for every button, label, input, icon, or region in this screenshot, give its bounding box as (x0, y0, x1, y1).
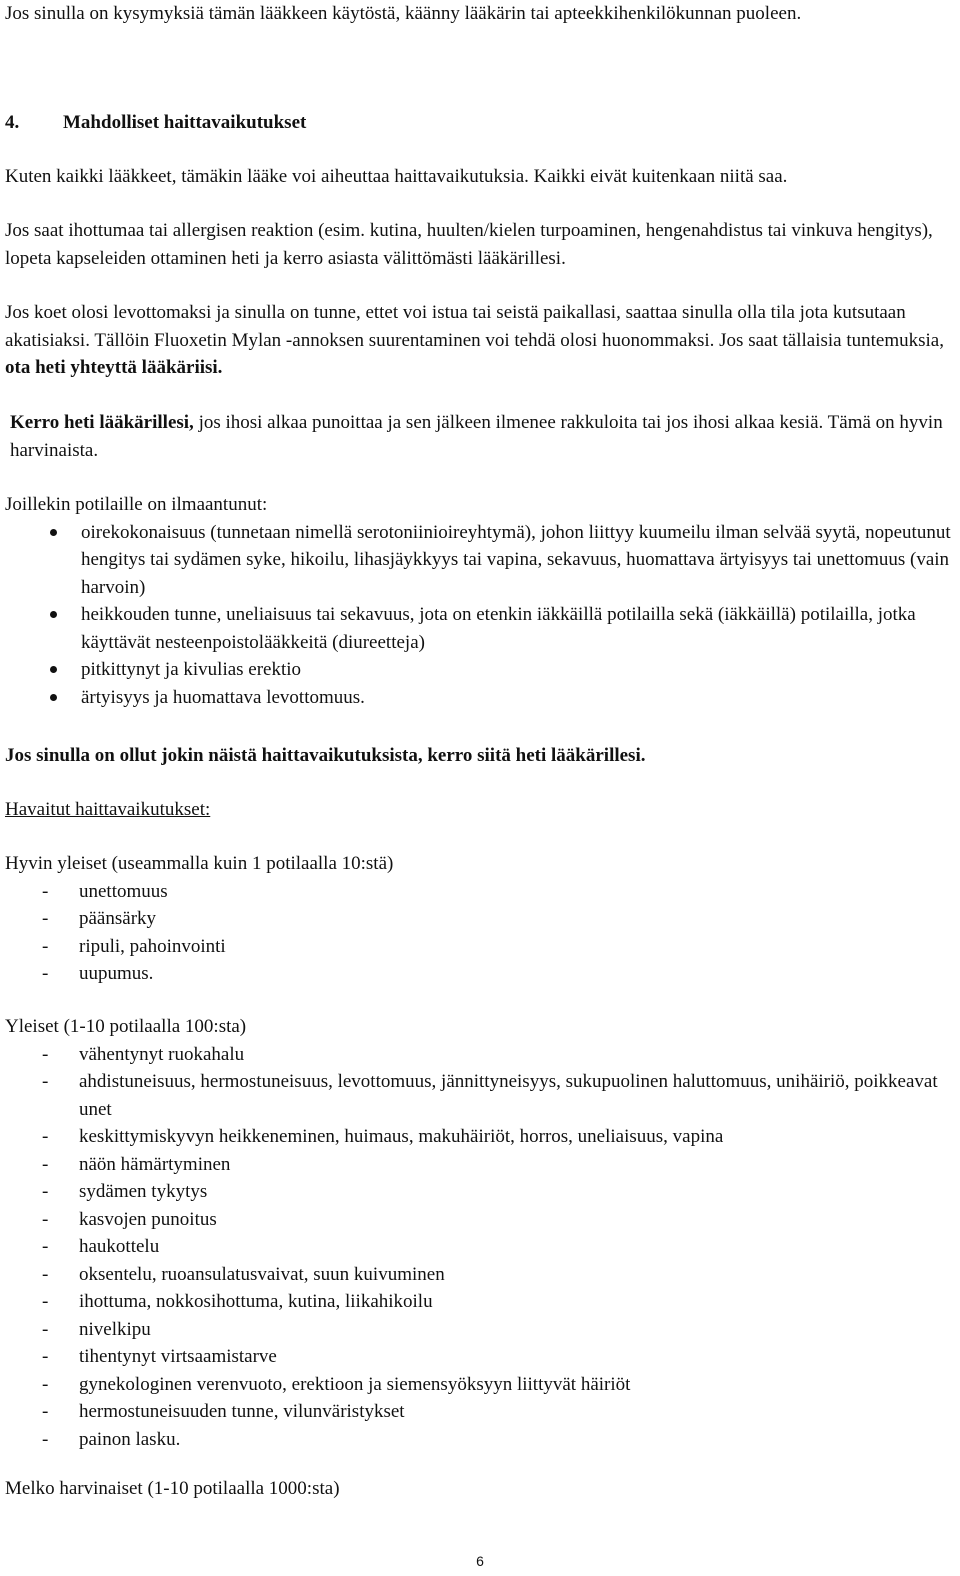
all-medicines-paragraph: Kuten kaikki lääkkeet, tämäkin lääke voi aiheuttaa haittavaikutuksia. Kaikki eivät kuitenkaan niitä saa. (5, 166, 788, 187)
bullet-item: pitkittynyt ja kivulias erektio (5, 656, 951, 684)
list-item: - tihentynyt virtsaamistarve (5, 1343, 951, 1371)
list-item: - ahdistuneisuus, hermostuneisuus, levottomuus, jännittyneisyys, sukupuolinen haluttomuus, unihäiriö, poikkeavat unet (5, 1068, 951, 1123)
intro-paragraph: Jos sinulla on kysymyksiä tämän lääkkeen käytöstä, käänny lääkärin tai apteekkihenkilökunnan puoleen. (5, 3, 802, 24)
list-item: - painon lasku. (5, 1426, 951, 1454)
very-common-label: Hyvin yleiset (useammalla kuin 1 potilaalla 10:stä) (5, 853, 394, 874)
list-item: - hermostuneisuuden tunne, vilunväristykset (5, 1398, 951, 1426)
list-item: - oksentelu, ruoansulatusvaivat, suun kuivuminen (5, 1261, 951, 1289)
list-item: - unettomuus (5, 878, 951, 906)
very-common-block (5, 850, 951, 988)
list-item: - nivelkipu (5, 1316, 951, 1344)
skin-paragraph (10, 409, 951, 464)
list-item: - ripuli, pahoinvointi (5, 933, 951, 961)
list-item: - päänsärky (5, 905, 951, 933)
skin-warning: Kerro heti lääkärillesi, (10, 412, 194, 433)
list-item: - gynekologinen verenvuoto, erektioon ja siemensyöksyyn liittyvät häiriöt (5, 1371, 951, 1399)
bullet-item: heikkouden tunne, uneliaisuus tai sekavuus, jota on etenkin iäkkäillä potilailla sekä (iäkkäillä) potilailla, jotka käyttävät nesteenpoistolääkkeitä (diureetteja) (5, 601, 951, 656)
akathisia-warning: ota heti yhteyttä lääkäriisi. (5, 357, 223, 378)
list-item: - ihottuma, nokkosihottuma, kutina, liikahikoilu (5, 1288, 951, 1316)
tell-doctor-paragraph: Jos sinulla on ollut jokin näistä haittavaikutuksista, kerro siitä heti lääkärillesi. (5, 745, 646, 766)
list-item: - uupumus. (5, 960, 951, 988)
list-item: - vähentynyt ruokahalu (5, 1041, 951, 1069)
list-item: - haukottelu (5, 1233, 951, 1261)
section-title: Mahdolliset haittavaikutukset (63, 112, 307, 133)
list-item: - kasvojen punoitus (5, 1206, 951, 1234)
uncommon-label: Melko harvinaiset (1-10 potilaalla 1000:sta) (5, 1478, 340, 1499)
section-heading (5, 109, 951, 137)
some-patients-list (5, 519, 951, 712)
allergy-paragraph: Jos saat ihottumaa tai allergisen reaktion (esim. kutina, huulten/kielen turpoaminen, hengenahdistus tai vinkuva hengitys), lopeta kapseleiden ottaminen heti ja kerro asiasta välittömästi lääkärillesi. (5, 220, 933, 269)
akathisia-text: Jos koet olosi levottomaksi ja sinulla on tunne, ettet voi istua tai seistä paikallasi, saattaa sinulla olla tila jota kutsutaan akatisiaksi. Tällöin Fluoxetin Mylan -annoksen suurentaminen voi tehdä olosi huonommaksi. Jos saat tällaisia tuntemuksia, (5, 302, 944, 351)
bullet-item: oirekokonaisuus (tunnetaan nimellä serotoniinioireyhtymä), johon liittyy kuumeilu ilman selvää syytä, nopeutunut hengitys tai sydämen syke, hikoilu, lihasjäykkyys tai vapina, sekavuus, huomattava ärtyisyys tai unettomuus (vain harvoin) (5, 519, 951, 602)
common-block (5, 1013, 951, 1453)
observed-heading: Havaitut haittavaikutukset: (5, 799, 211, 820)
section-number: 4. (5, 112, 20, 133)
common-list (5, 1041, 951, 1454)
list-item: - sydämen tykytys (5, 1178, 951, 1206)
page-number: 6 (476, 1553, 484, 1569)
some-patients-label: Joillekin potilaille on ilmaantunut: (5, 494, 268, 515)
very-common-list (5, 878, 951, 988)
bullet-item: ärtyisyys ja huomattava levottomuus. (5, 684, 951, 712)
list-item: - keskittymiskyvyn heikkeneminen, huimaus, makuhäiriöt, horros, uneliaisuus, vapina (5, 1123, 951, 1151)
list-item: - näön hämärtyminen (5, 1151, 951, 1179)
common-label: Yleiset (1-10 potilaalla 100:sta) (5, 1016, 247, 1037)
akathisia-paragraph (5, 299, 951, 382)
skin-text: jos ihosi alkaa punoittaa ja sen jälkeen ilmenee rakkuloita tai jos ihosi alkaa kesiä. Tämä on hyvin harvinaista. (10, 412, 943, 461)
some-patients-block (5, 491, 951, 711)
